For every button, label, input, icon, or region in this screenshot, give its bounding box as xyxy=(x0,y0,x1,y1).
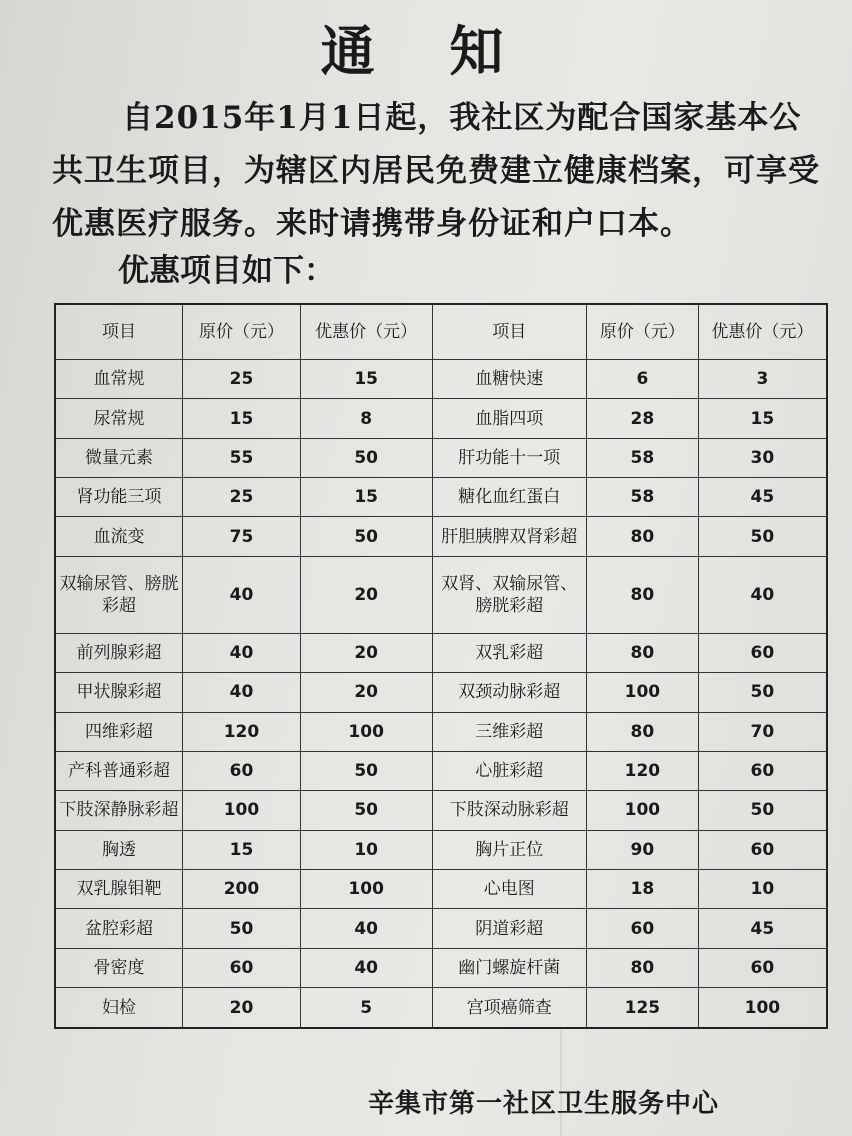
original-price-left: 100 xyxy=(183,791,301,830)
table-header-row xyxy=(55,304,827,360)
price-table xyxy=(54,303,828,1029)
original-price-left: 15 xyxy=(183,399,301,438)
discount-price-left: 100 xyxy=(300,869,432,908)
discount-price-right: 45 xyxy=(698,478,827,517)
item-name-right: 三维彩超 xyxy=(432,712,587,751)
discount-price-right: 10 xyxy=(698,869,827,908)
discount-price-right: 50 xyxy=(698,517,827,556)
item-name-right: 双颈动脉彩超 xyxy=(432,673,587,712)
table-row xyxy=(55,712,827,751)
original-price-left: 200 xyxy=(183,869,301,908)
item-name-left: 胸透 xyxy=(55,830,183,869)
discount-price-right: 100 xyxy=(698,988,827,1028)
table-row xyxy=(55,478,827,517)
item-name-right: 肝胆胰脾双肾彩超 xyxy=(432,517,587,556)
issuer-signature: 辛集市第一社区卫生服务中心 xyxy=(368,1089,720,1119)
item-name-left: 血常规 xyxy=(55,360,183,399)
item-name-left: 前列腺彩超 xyxy=(55,633,183,672)
item-name-left: 肾功能三项 xyxy=(55,478,183,517)
notice-title: 通 知 xyxy=(320,19,532,83)
original-price-right: 100 xyxy=(587,673,699,712)
table-row xyxy=(55,909,827,948)
discount-price-right: 40 xyxy=(698,556,827,633)
discount-price-right: 50 xyxy=(698,673,827,712)
original-price-left: 25 xyxy=(183,478,301,517)
original-price-left: 60 xyxy=(183,751,301,790)
original-price-left: 20 xyxy=(183,988,301,1028)
discount-price-left: 40 xyxy=(300,909,432,948)
discount-price-left: 50 xyxy=(300,791,432,830)
discount-price-left: 5 xyxy=(300,988,432,1028)
table-row xyxy=(55,673,827,712)
original-price-right: 80 xyxy=(587,712,699,751)
discount-price-left: 20 xyxy=(300,633,432,672)
original-price-left: 40 xyxy=(183,556,301,633)
header-discount-right: 优惠价（元） xyxy=(698,304,827,360)
discount-price-right: 60 xyxy=(698,830,827,869)
original-price-right: 28 xyxy=(587,399,699,438)
discount-price-right: 15 xyxy=(698,399,827,438)
item-name-left: 妇检 xyxy=(55,988,183,1028)
item-name-right: 胸片正位 xyxy=(432,830,587,869)
discount-price-right: 60 xyxy=(698,633,827,672)
original-price-right: 80 xyxy=(587,633,699,672)
items-subheading: 优惠项目如下： xyxy=(118,253,335,289)
header-original-right: 原价（元） xyxy=(587,304,699,360)
discount-price-left: 50 xyxy=(300,438,432,477)
item-name-right: 肝功能十一项 xyxy=(432,438,587,477)
table-row xyxy=(55,517,827,556)
item-name-left: 尿常规 xyxy=(55,399,183,438)
original-price-left: 40 xyxy=(183,633,301,672)
header-item-left: 项目 xyxy=(55,304,183,360)
discount-price-left: 20 xyxy=(300,673,432,712)
price-table-body xyxy=(55,360,827,1029)
table-row xyxy=(55,751,827,790)
original-price-right: 18 xyxy=(587,869,699,908)
original-price-right: 60 xyxy=(587,909,699,948)
original-price-left: 75 xyxy=(183,517,301,556)
original-price-right: 120 xyxy=(587,751,699,790)
item-name-left: 双乳腺钼靶 xyxy=(55,869,183,908)
header-original-left: 原价（元） xyxy=(183,304,301,360)
item-name-right: 心脏彩超 xyxy=(432,751,587,790)
discount-price-left: 15 xyxy=(300,360,432,399)
discount-price-left: 50 xyxy=(300,517,432,556)
discount-price-right: 30 xyxy=(698,438,827,477)
item-name-right: 幽门螺旋杆菌 xyxy=(432,948,587,987)
discount-price-left: 40 xyxy=(300,948,432,987)
original-price-right: 58 xyxy=(587,478,699,517)
item-name-right: 糖化血红蛋白 xyxy=(432,478,587,517)
item-name-left: 四维彩超 xyxy=(55,712,183,751)
table-row xyxy=(55,438,827,477)
discount-price-left: 50 xyxy=(300,751,432,790)
discount-price-right: 3 xyxy=(698,360,827,399)
item-name-left: 产科普通彩超 xyxy=(55,751,183,790)
item-name-right: 阴道彩超 xyxy=(432,909,587,948)
table-row xyxy=(55,360,827,399)
item-name-left: 血流变 xyxy=(55,517,183,556)
original-price-right: 58 xyxy=(587,438,699,477)
table-row xyxy=(55,791,827,830)
original-price-left: 50 xyxy=(183,909,301,948)
original-price-right: 80 xyxy=(587,948,699,987)
item-name-right: 双肾、双输尿管、膀胱彩超 xyxy=(432,556,587,633)
discount-price-right: 70 xyxy=(698,712,827,751)
original-price-left: 55 xyxy=(183,438,301,477)
item-name-left: 下肢深静脉彩超 xyxy=(55,791,183,830)
item-name-right: 双乳彩超 xyxy=(432,633,587,672)
original-price-left: 40 xyxy=(183,673,301,712)
item-name-right: 心电图 xyxy=(432,869,587,908)
original-price-right: 80 xyxy=(587,556,699,633)
discount-price-left: 100 xyxy=(300,712,432,751)
intro-paragraph: 自2015年1月1日起，我社区为配合国家基本公共卫生项目，为辖区内居民免费建立健康档案，可享受优惠医疗服务。来时请携带身份证和户口本。 xyxy=(52,100,820,242)
original-price-right: 100 xyxy=(587,791,699,830)
table-row xyxy=(55,556,827,633)
item-name-left: 盆腔彩超 xyxy=(55,909,183,948)
item-name-left: 微量元素 xyxy=(55,438,183,477)
original-price-right: 90 xyxy=(587,830,699,869)
table-row xyxy=(55,399,827,438)
original-price-right: 125 xyxy=(587,988,699,1028)
table-row xyxy=(55,988,827,1028)
item-name-right: 血脂四项 xyxy=(432,399,587,438)
discount-price-left: 20 xyxy=(300,556,432,633)
table-row xyxy=(55,633,827,672)
header-discount-left: 优惠价（元） xyxy=(300,304,432,360)
table-row xyxy=(55,948,827,987)
item-name-right: 宫项癌筛查 xyxy=(432,988,587,1028)
discount-price-right: 45 xyxy=(698,909,827,948)
table-row xyxy=(55,830,827,869)
original-price-right: 80 xyxy=(587,517,699,556)
original-price-left: 120 xyxy=(183,712,301,751)
discount-price-left: 8 xyxy=(300,399,432,438)
table-row xyxy=(55,869,827,908)
discount-price-right: 50 xyxy=(698,791,827,830)
item-name-left: 双输尿管、膀胱彩超 xyxy=(55,556,183,633)
item-name-right: 血糖快速 xyxy=(432,360,587,399)
discount-price-right: 60 xyxy=(698,751,827,790)
original-price-left: 60 xyxy=(183,948,301,987)
item-name-left: 甲状腺彩超 xyxy=(55,673,183,712)
discount-price-right: 60 xyxy=(698,948,827,987)
discount-price-left: 15 xyxy=(300,478,432,517)
discount-price-left: 10 xyxy=(300,830,432,869)
item-name-right: 下肢深动脉彩超 xyxy=(432,791,587,830)
original-price-left: 15 xyxy=(183,830,301,869)
original-price-right: 6 xyxy=(587,360,699,399)
header-item-right: 项目 xyxy=(432,304,587,360)
original-price-left: 25 xyxy=(183,360,301,399)
item-name-left: 骨密度 xyxy=(55,948,183,987)
